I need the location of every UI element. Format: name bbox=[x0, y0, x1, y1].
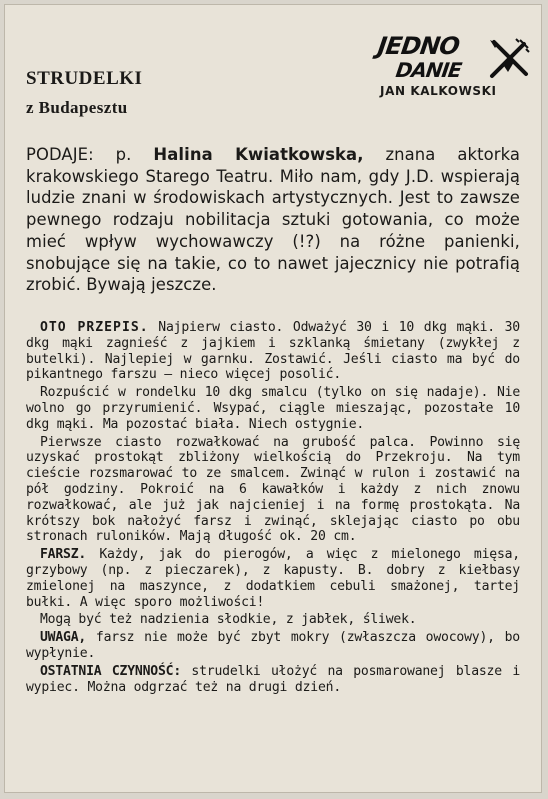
column-logo bbox=[374, 32, 534, 102]
recipe-paragraph bbox=[26, 547, 520, 610]
newspaper-clipping bbox=[4, 4, 542, 793]
recipe-paragraph bbox=[26, 385, 520, 432]
fork-knife-icon bbox=[486, 36, 532, 82]
recipe-section-lead: OTO PRZEPIS. bbox=[40, 320, 149, 335]
intro-text: znana aktorka krakowskiego Starego Teatru. Miło nam, gdy J.D. wspierają ludzie znani w środowiskach artystycznych. Jest to zawsze pewnego rodzaju nobilitacja sztuki gotowania, co może mieć wpływ wychowawczy (!?) na różne panienki, snobujące się na takie, co to nawet jajecznicy nie potrafią zrobić. Bywają jeszcze. bbox=[26, 145, 521, 295]
recipe-paragraph-text: farsz nie może być zbyt mokry (zwłaszcza owocowy), bo wypłynie. bbox=[26, 630, 520, 661]
recipe-paragraph bbox=[26, 435, 520, 546]
recipe-section-lead: OSTATNIA CZYNNOŚĆ: bbox=[40, 663, 182, 679]
article-intro bbox=[26, 144, 520, 296]
intro-prefix: p. bbox=[115, 145, 132, 164]
recipe-paragraph-text: Każdy, jak do pierogów, a więc z mielonego mięsa, grzybowy (np. z pieczarek), z kapusty. B. dobry z kiełbasy zmielonej na maszynce, z dodatkiem cebuli smażonej, tartej bułki. A więc sporo możliwości! bbox=[26, 547, 520, 610]
article-title: STRUDELKI bbox=[26, 68, 143, 89]
article-subtitle: z Budapesztu bbox=[26, 98, 128, 117]
recipe-body bbox=[26, 320, 520, 697]
recipe-paragraph-text: Najpierw ciasto. Odważyć 30 i 10 dkg mąki. 30 dkg mąki zagnieść z jajkiem i szklanką śmietany (zwykłej z butelki). Najlepiej w garnku. Zostawić. Jeśli ciasto ma być do pikantnego farszu — nieco więcej posolić. bbox=[26, 320, 520, 383]
intro-author-name: Halina Kwiatkowska, bbox=[153, 145, 364, 164]
recipe-paragraph bbox=[26, 320, 520, 383]
recipe-section-lead: FARSZ. bbox=[40, 547, 87, 563]
recipe-section-lead: UWAGA, bbox=[40, 630, 87, 646]
intro-lead: PODAJE: bbox=[26, 145, 94, 164]
recipe-paragraph bbox=[26, 630, 520, 662]
column-author: JAN KALKOWSKI bbox=[380, 84, 497, 98]
recipe-paragraph bbox=[26, 664, 520, 696]
logo-word-jedno: JEDNO bbox=[376, 32, 461, 60]
recipe-paragraph-text: Pierwsze ciasto rozwałkować na grubość palca. Powinno się uzyskać prostokąt zbliżony wielkością do Przekroju. Na tym cieście rozsmarować to ze smalcem. Zwinąć w rulon i zostawić na pół godziny. Pokroić na 6 kawałków i każdy z nich znowu rozwałkować, ale już jak najcieniej i na formę prostokąta. Na krótszy bok nałożyć farsz i zwinąć, sklejając ciasto po obu stronach ruloników. Mają długość ok. 20 cm. bbox=[26, 434, 520, 545]
recipe-paragraph-text: strudelki ułożyć na posmarowanej blasze i wypiec. Można odgrzać też na drugi dzień. bbox=[26, 663, 521, 695]
recipe-paragraph bbox=[26, 612, 520, 628]
recipe-paragraph-text: Rozpuścić w rondelku 10 dkg smalcu (tylko on się nadaje). Nie wolno go przyrumienić. Wsypać, ciągle mieszając, pozostałe 10 dkg mąki. Ma pozostać biała. Niech ostygnie. bbox=[26, 385, 520, 432]
logo-word-danie: DANIE bbox=[394, 58, 463, 82]
recipe-paragraph-text: Mogą być też nadzienia słodkie, z jabłek, śliwek. bbox=[40, 612, 417, 628]
